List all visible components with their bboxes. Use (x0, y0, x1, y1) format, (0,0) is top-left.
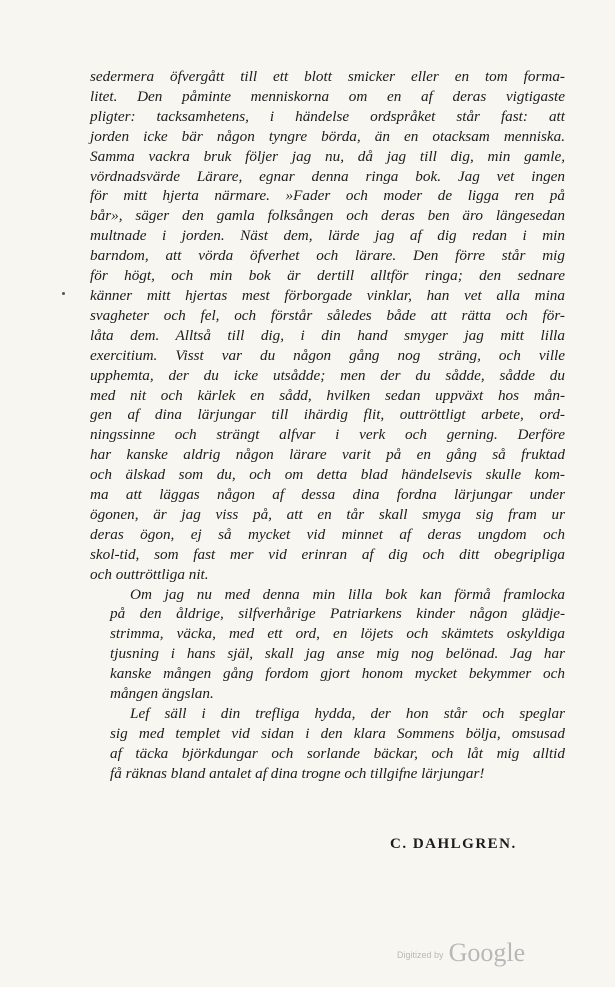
paragraph (90, 67, 565, 585)
text-line: litet. Den påminte menniskorna om en af deras vigtigaste (90, 87, 565, 105)
text-line: sedermera öfvergått till ett blott smicker eller en tom forma- (90, 68, 565, 85)
text-line: pligter: tacksamhetens, i händelse ordspråket står fast: att (90, 107, 565, 125)
text-line: tjusning i hans själ, skall jag anse mig nog belönad. Jag har (110, 645, 565, 663)
text-line: för högt, och min bok är dertill alltför ringa; den sednare (90, 267, 565, 285)
text-line: barndom, att vörda öfverhet och lärare. Den förre står mig (90, 247, 565, 265)
text-line: svagheter och fel, och förstår således både att rätta och för- (90, 306, 565, 324)
text-line: gen af dina lärjungar till ihärdig flit, outtröttligt arbete, ord- (90, 406, 565, 424)
watermark-prefix: Digitized by (397, 950, 444, 960)
text-line: af täcka björkdungar och sorlande bäckar, och låt mig alltid (110, 744, 565, 762)
digitization-watermark (397, 938, 525, 968)
text-line: känner mitt hjertas mest förborgade vinklar, han vet alla mina (90, 286, 565, 304)
body-text (90, 67, 565, 784)
paragraph (90, 585, 565, 704)
text-line: ma att läggas någon af dessa dina fordna lärjungar under (90, 486, 565, 504)
watermark-brand: Google (448, 938, 526, 967)
text-line: vördnadsvärde Lärare, egnar denna ringa bok. Jag vet ingen (90, 167, 565, 185)
text-line: ningssinne och strängt alfvar i verk och gerning. Derföre (90, 426, 565, 444)
text-line: deras ögon, ej så mycket vid minnet af deras ungdom och (90, 525, 565, 543)
author-signature: C. DAHLGREN. (390, 836, 517, 852)
text-line: och outtröttliga nit. (90, 565, 209, 583)
text-line: Om jag nu med denna min lilla bok kan förmå framlocka (130, 585, 565, 603)
text-line: med nit och kärlek en sådd, hvilken sedan uppväxt hos mån- (90, 386, 565, 404)
text-line: Samma vackra bruk följer jag nu, då jag till dig, min gamle, (90, 147, 565, 165)
text-line: Lef säll i din trefliga hydda, der hon står och speglar (130, 705, 565, 722)
text-line: på den åldrige, silfverhårige Patriarkens kinder någon glädje- (110, 605, 565, 623)
text-line: exercitium. Visst var du någon gång nog sträng, och ville (90, 346, 565, 364)
ink-speck (62, 292, 65, 295)
text-line: jorden icke bär någon tyngre börda, än en otacksam menniska. (90, 127, 565, 145)
text-line: mången ängslan. (110, 685, 214, 703)
text-line: bår», säger den gamla folksången och deras ben äro längesedan (90, 207, 565, 225)
text-line: och älskad som du, och om detta blad händelsevis skulle kom- (90, 466, 565, 484)
text-line: ögonen, är jag viss på, att en tår skall smyga sig fram ur (90, 505, 565, 523)
text-line: multnade i jorden. Näst dem, lärde jag af dig redan i min (90, 227, 565, 245)
text-line: sig med templet vid sidan i den klara Sommens bölja, omsusad (110, 724, 565, 742)
text-line: låta dem. Alltså till dig, i din hand smyger jag mitt lilla (90, 326, 565, 344)
text-line: upphemta, der du icke utsådde; men der du sådde, sådde du (90, 366, 565, 384)
text-line: har kanske aldrig någon lärare varit på en gång så fruktad (90, 446, 565, 464)
text-line: kanske mången gång fordom gjort honom mycket bekymmer och (110, 665, 565, 683)
text-line: få räknas bland antalet af dina trogne och tillgifne lärjungar! (110, 764, 485, 782)
text-line: för mitt hjerta närmare. »Fader och moder de ligga ren på (90, 187, 565, 205)
text-line: strimma, väcka, med ett ord, en löjets och skämtets oskyldiga (110, 625, 565, 643)
paragraph (90, 704, 565, 784)
text-line: skol-tid, som fast mer vid erinran af dig och ditt obegripliga (90, 545, 565, 563)
